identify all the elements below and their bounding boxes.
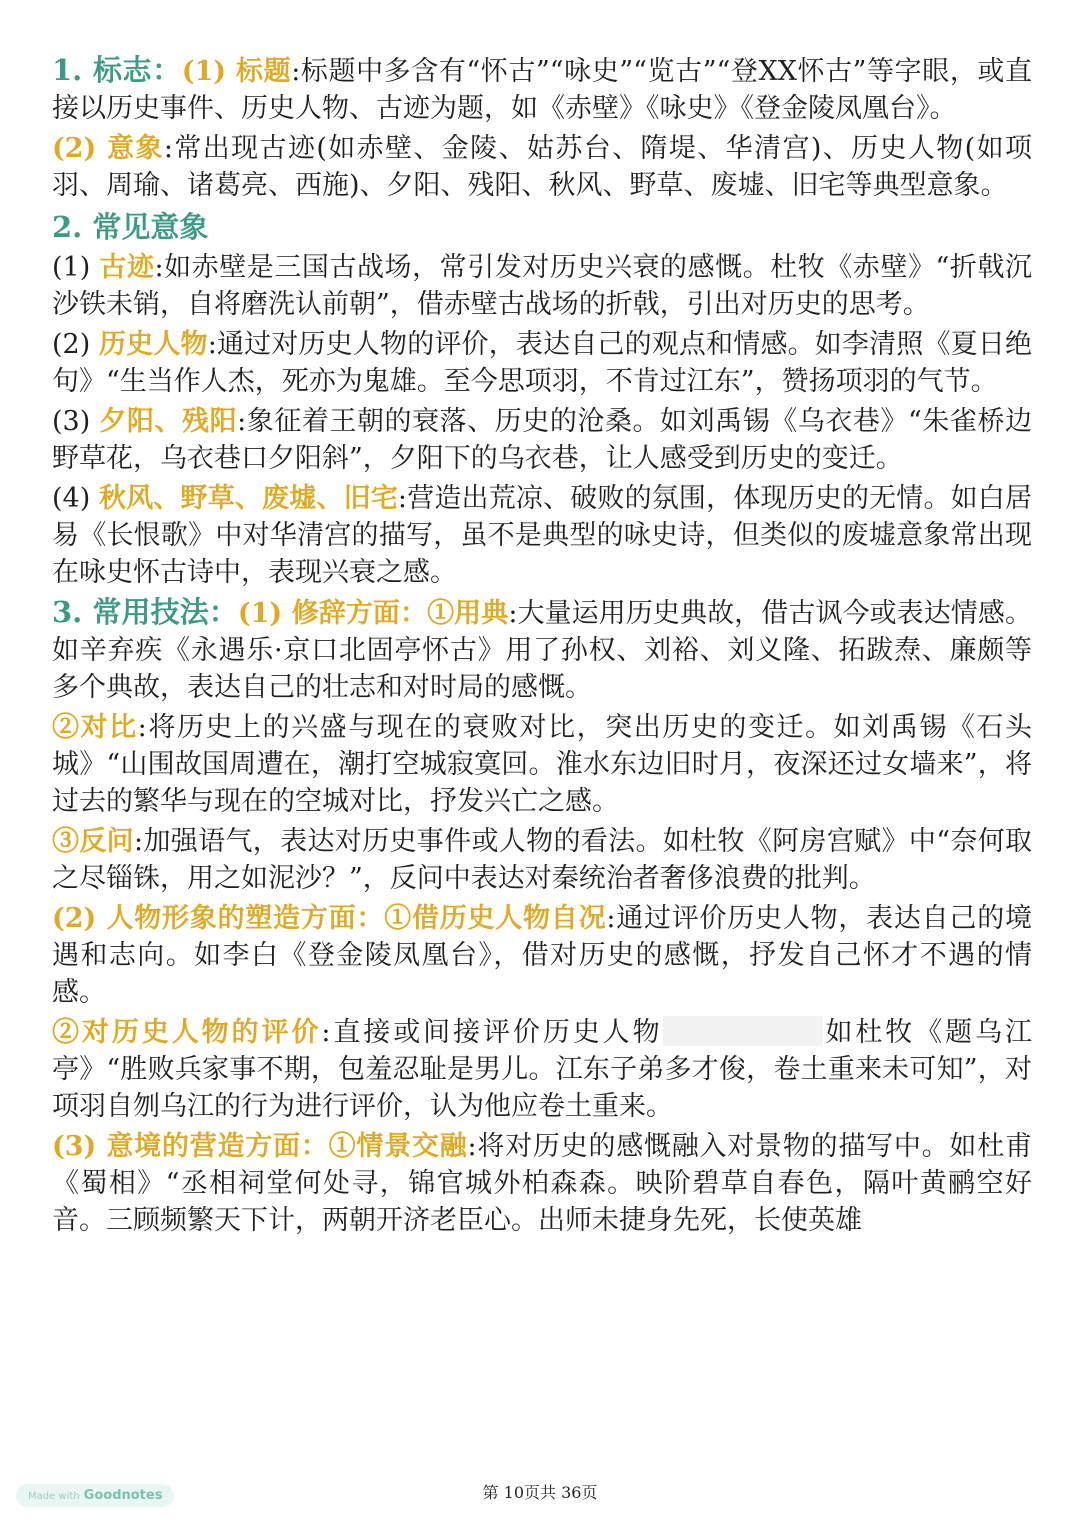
section-1-imagery-paragraph <box>52 130 1032 204</box>
technique-label: (1) 修辞方面：①用典 <box>237 598 509 629</box>
page-footer: 第 10页共 36页 <box>482 1483 598 1502</box>
badge-brand: Goodnotes <box>83 1488 163 1503</box>
technique-text: :通过评价历史人物，表达自己的境遇和志向。如李白《登金陵凤凰台》，借对历史的感慨，抒发自己怀才不遇的情感。 <box>52 903 1032 1008</box>
badge-made-with: Made with <box>28 1491 80 1502</box>
section-3-paragraph-2 <box>52 709 1032 820</box>
technique-text-a: :直接或间接评价历史人物 <box>321 1017 663 1048</box>
item-number: (4) <box>52 483 100 514</box>
document-page <box>52 52 1032 1242</box>
section-3-paragraph-6 <box>52 1128 1032 1239</box>
section-1-sub2-label: (2) 意象 <box>52 133 164 164</box>
section-3-paragraph-1 <box>52 594 1032 706</box>
item-label: 夕阳、残阳 <box>99 406 238 437</box>
item-label: 历史人物 <box>99 329 208 360</box>
item-label: 古迹 <box>99 252 155 283</box>
section-2-item-4 <box>52 480 1032 591</box>
section-3-paragraph-5 <box>52 1014 1032 1125</box>
section-3-paragraph-3 <box>52 823 1032 897</box>
section-1-sub1-text: :标题中多含有“怀古”“咏史”“览古”“登XX怀古”等字眼，或直接以历史事件、历史人物、古迹为题，如《赤壁》《咏史》《登金陵凤凰台》。 <box>52 56 1032 124</box>
item-number: (3) <box>52 406 100 437</box>
technique-label: (3) 意境的营造方面：①情景交融 <box>52 1131 468 1162</box>
section-2-item-3 <box>52 403 1032 477</box>
redaction-block <box>663 1016 823 1046</box>
item-number: (1) <box>52 252 100 283</box>
section-1-sub2-text: :常出现古迹(如赤壁、金陵、姑苏台、隋堤、华清宫)、历史人物(如项羽、周瑜、诸葛亮、西施)、夕阳、残阳、秋风、野草、废墟、旧宅等典型意象。 <box>52 133 1032 201</box>
section-1-title-paragraph <box>52 52 1032 127</box>
item-number: (2) <box>52 329 100 360</box>
section-2-item-2 <box>52 326 1032 400</box>
technique-text: :加强语气，表达对历史事件或人物的看法。如杜牧《阿房宫赋》中“奈何取之尽锱铢，用之如泥沙？”，反问中表达对秦统治者奢侈浪费的批判。 <box>52 826 1032 894</box>
technique-label: ③反问 <box>52 826 135 857</box>
section-2-item-1 <box>52 249 1032 323</box>
technique-text-b: 如杜牧《题乌江亭》“胜败兵家事不期，包羞忍耻是男儿。江东子弟多才俊，卷土重来未可知”，对项羽自刎乌江的行为进行评价，认为他应卷土重来。 <box>52 1017 1033 1122</box>
technique-label: ②对比 <box>52 712 138 743</box>
technique-label: (2) 人物形象的塑造方面：①借历史人物自况 <box>52 903 607 934</box>
item-text: :营造出荒凉、破败的氛围，体现历史的无情。如白居易《长恨歌》中对华清宫的描写，虽不是典型的咏史诗，但类似的废墟意象常出现在咏史怀古诗中，表现兴衰之感。 <box>52 483 1033 588</box>
item-text: :通过对历史人物的评价，表达自己的观点和情感。如李清照《夏日绝句》“生当作人杰，死亦为鬼雄。至今思项羽，不肯过江东”，赞扬项羽的气节。 <box>52 329 1033 397</box>
item-label: 秋风、野草、废墟、旧宅 <box>99 483 398 514</box>
section-1-label: 1. 标志： <box>52 53 182 87</box>
section-2-heading: 2. 常见意象 <box>52 210 209 244</box>
item-text: :象征着王朝的衰落、历史的沧桑。如刘禹锡《乌衣巷》“朱雀桥边野草花，乌衣巷口夕阳斜”，夕阳下的乌衣巷，让人感受到历史的变迁。 <box>52 406 1033 474</box>
section-1-sub1-label: (1) 标题 <box>181 56 292 87</box>
technique-text: :将历史上的兴盛与现在的衰败对比，突出历史的变迁。如刘禹锡《石头城》“山围故国周遭在，潮打空城寂寞回。淮水东边旧时月，夜深还过女墙来”，将过去的繁华与现在的空城对比，抒发兴亡之感。 <box>52 712 1032 817</box>
item-text: :如赤壁是三国古战场，常引发对历史兴衰的感慨。杜牧《赤壁》“折戟沉沙铁未销，自将磨洗认前朝”，借赤壁古战场的折戟，引出对历史的思考。 <box>52 252 1033 320</box>
technique-text: :将对历史的感慨融入对景物的描写中。如杜甫《蜀相》“丞相祠堂何处寻，锦官城外柏森森。映阶碧草自春色，隔叶黄鹂空好音。三顾频繁天下计，两朝开济老臣心。出师未捷身先死，长使英雄 <box>52 1131 1032 1236</box>
technique-text: :大量运用历史典故，借古讽今或表达情感。如辛弃疾《永遇乐·京口北固亭怀古》用了孙权、刘裕、刘义隆、拓跋焘、廉颇等多个典故，表达自己的壮志和对时局的感慨。 <box>52 598 1032 703</box>
section-3-label: 3. 常用技法： <box>52 595 238 629</box>
section-3-paragraph-4 <box>52 900 1032 1011</box>
technique-label: ②对历史人物的评价 <box>52 1017 322 1048</box>
